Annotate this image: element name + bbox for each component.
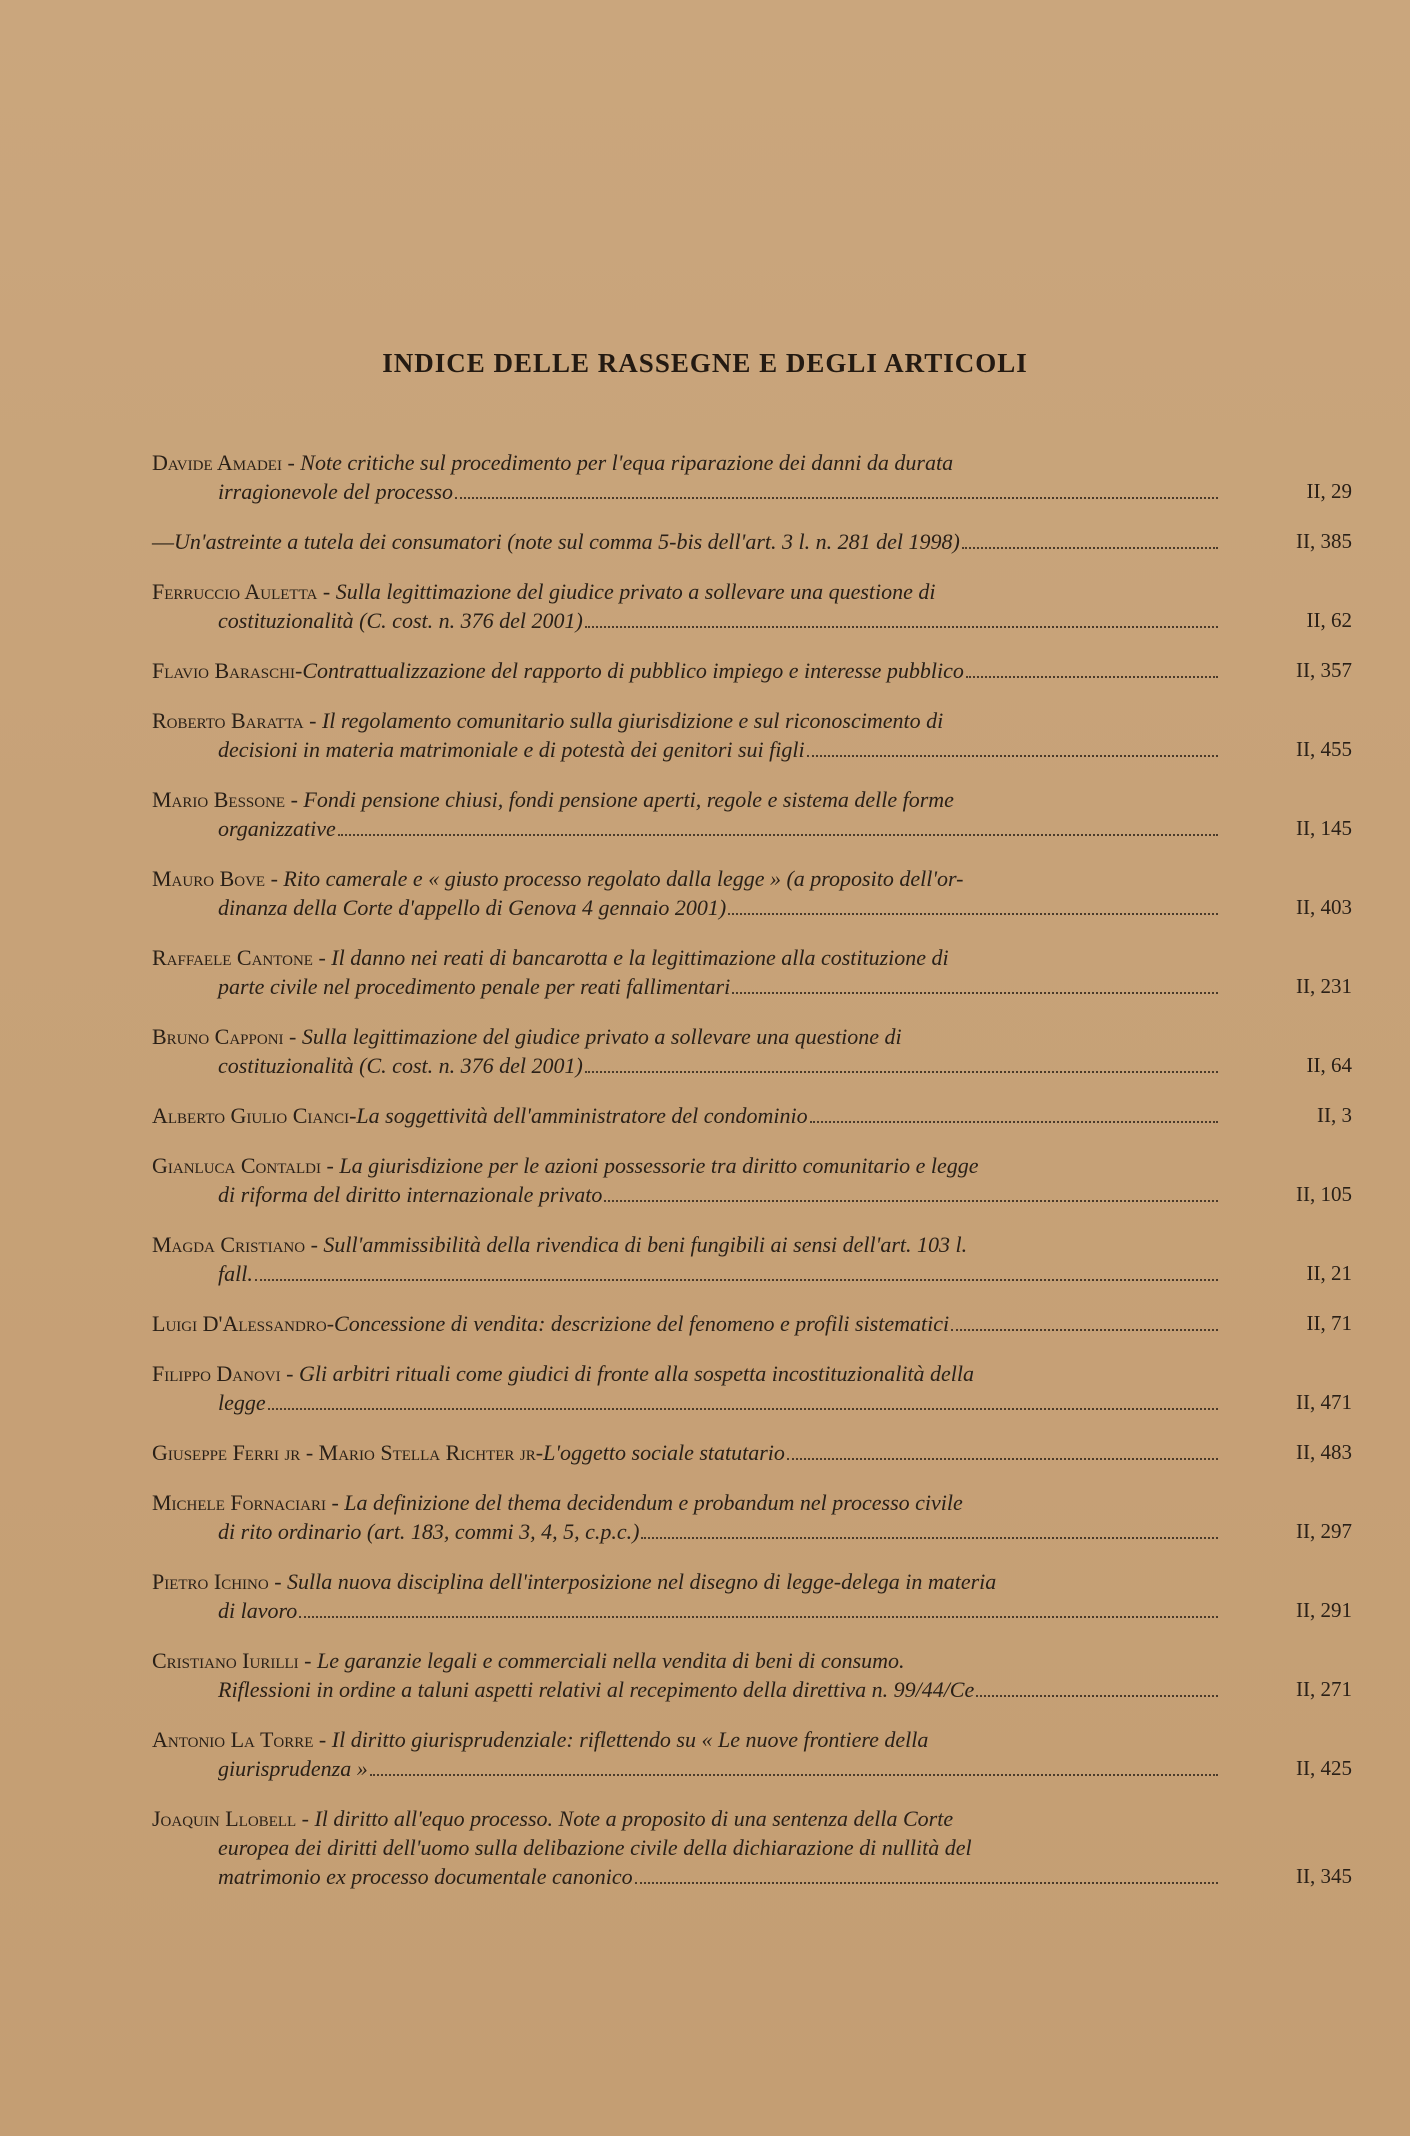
entry-title: La giurisdizione per le azioni possessorie tra diritto comunitario e legge bbox=[339, 1153, 979, 1178]
entry-title-end: matrimonio ex processo documentale canonico bbox=[218, 1864, 633, 1889]
entry-author: Michele Fornaciari bbox=[152, 1490, 326, 1515]
leader-dots bbox=[976, 1695, 1218, 1697]
entry-last-line bbox=[152, 1862, 1222, 1891]
entry-title: Fondi pensione chiusi, fondi pensione aperti, regole e sistema delle forme bbox=[303, 787, 954, 812]
entry-body bbox=[152, 1725, 1222, 1783]
entry-author: Joaquin Llobell bbox=[152, 1806, 297, 1831]
entry-author: Alberto Giulio Cianci bbox=[152, 1103, 350, 1128]
entry-author: Cristiano Iurilli bbox=[152, 1648, 299, 1673]
entry-title-end: Riflessioni in ordine a taluni aspetti relativi al recepimento della direttiva n. 99/44/Ce bbox=[218, 1677, 975, 1702]
index-entry bbox=[152, 1438, 1352, 1467]
index-entry bbox=[152, 785, 1352, 843]
entry-title-end: legge bbox=[218, 1390, 266, 1415]
index-entry bbox=[152, 943, 1352, 1001]
separator: - bbox=[313, 1727, 332, 1752]
entry-title: Note critiche sul procedimento per l'equa riparazione dei danni da durata bbox=[300, 450, 954, 475]
entry-last-line bbox=[152, 893, 1222, 922]
entry-title: Le garanzie legali e commerciali nella vendita di beni di consumo. bbox=[316, 1648, 905, 1673]
entry-body bbox=[152, 1359, 1222, 1417]
separator: - bbox=[535, 1440, 544, 1465]
entry-body bbox=[152, 577, 1222, 635]
entry-author: Luigi D'Alessandro bbox=[152, 1311, 327, 1336]
entry-last-line bbox=[152, 814, 1222, 843]
entry-page-ref: II, 105 bbox=[1296, 1182, 1352, 1206]
entry-author: Magda Cristiano bbox=[152, 1232, 306, 1257]
entry-body bbox=[152, 706, 1222, 764]
leader-dots bbox=[604, 1200, 1218, 1202]
index-entry bbox=[152, 1725, 1352, 1783]
entry-first-line bbox=[152, 1151, 1222, 1180]
entry-title-end: di riforma del diritto internazionale privato bbox=[218, 1182, 603, 1207]
entry-title-end: dinanza della Corte d'appello di Genova 4 gennaio 2001) bbox=[218, 895, 727, 920]
entry-body bbox=[152, 656, 1222, 685]
separator: - bbox=[281, 450, 301, 475]
separator: - bbox=[321, 1153, 340, 1178]
index-entry bbox=[152, 1646, 1352, 1704]
entry-first-line bbox=[152, 1022, 1222, 1051]
leader-dots bbox=[728, 913, 1218, 915]
leader-dots bbox=[962, 547, 1218, 549]
entry-first-line bbox=[152, 943, 1222, 972]
entry-author: Gianluca Contaldi bbox=[152, 1153, 322, 1178]
entry-body bbox=[152, 1438, 1222, 1467]
entry-page-ref: II, 271 bbox=[1296, 1677, 1352, 1701]
entry-page-ref: II, 385 bbox=[1296, 529, 1352, 553]
index-entry bbox=[152, 706, 1352, 764]
entry-title: L'oggetto sociale statutario bbox=[543, 1440, 785, 1465]
entry-author: Mauro Bove bbox=[152, 866, 266, 891]
entry-last-line bbox=[152, 1388, 1222, 1417]
entry-author: Bruno Capponi bbox=[152, 1024, 284, 1049]
leader-dots bbox=[787, 1458, 1218, 1460]
entry-first-line bbox=[152, 1488, 1222, 1517]
index-entry bbox=[152, 1022, 1352, 1080]
separator: - bbox=[317, 579, 336, 604]
entry-first-line bbox=[152, 1567, 1222, 1596]
entry-author: — bbox=[152, 529, 174, 554]
entry-line bbox=[152, 527, 1222, 556]
entry-body bbox=[152, 1309, 1222, 1338]
entry-page-ref: II, 21 bbox=[1306, 1261, 1352, 1285]
entry-author: Mario Bessone bbox=[152, 787, 286, 812]
entry-title: Concessione di vendita: descrizione del fenomeno e profili sistematici bbox=[334, 1311, 950, 1336]
entry-first-line bbox=[152, 577, 1222, 606]
entry-first-line bbox=[152, 1230, 1222, 1259]
entry-author: Ferruccio Auletta bbox=[152, 579, 318, 604]
entry-title-end: di lavoro bbox=[218, 1598, 298, 1623]
entry-body bbox=[152, 448, 1222, 506]
separator: - bbox=[283, 1024, 302, 1049]
entry-title: Sulla legittimazione del giudice privato a sollevare una questione di bbox=[335, 579, 936, 604]
entry-title: Il regolamento comunitario sulla giurisdizione e sul riconoscimento di bbox=[321, 708, 944, 733]
leader-dots bbox=[732, 992, 1218, 994]
leader-dots bbox=[807, 755, 1218, 757]
leader-dots bbox=[635, 1882, 1218, 1884]
index-entry bbox=[152, 656, 1352, 685]
separator: - bbox=[265, 866, 284, 891]
entry-title: La definizione del thema decidendum e probandum nel processo civile bbox=[344, 1490, 963, 1515]
entry-title-end: fall. bbox=[218, 1261, 253, 1286]
entry-last-line bbox=[152, 1754, 1222, 1783]
index-entry bbox=[152, 1359, 1352, 1417]
entry-author: Raffaele Cantone bbox=[152, 945, 313, 970]
entry-body bbox=[152, 943, 1222, 1001]
entry-page-ref: II, 471 bbox=[1296, 1390, 1352, 1414]
entry-page-ref: II, 403 bbox=[1296, 895, 1352, 919]
entry-line bbox=[152, 1438, 1222, 1467]
separator: - bbox=[312, 945, 332, 970]
entry-body bbox=[152, 1646, 1222, 1704]
separator: - bbox=[296, 1806, 315, 1831]
entry-page-ref: II, 357 bbox=[1296, 658, 1352, 682]
entry-author: Antonio La Torre bbox=[152, 1727, 314, 1752]
entry-first-line bbox=[152, 1646, 1222, 1675]
entry-title: Il diritto giurisprudenziale: riflettendo su « Le nuove frontiere della bbox=[331, 1727, 929, 1752]
leader-dots bbox=[810, 1121, 1218, 1123]
entry-page-ref: II, 64 bbox=[1306, 1053, 1352, 1077]
separator: - bbox=[280, 1361, 299, 1386]
leader-dots bbox=[338, 834, 1218, 836]
entry-last-line bbox=[152, 1596, 1222, 1625]
entry-title-end: irragionevole del processo bbox=[218, 479, 454, 504]
entry-last-line bbox=[152, 735, 1222, 764]
entry-first-line bbox=[152, 864, 1222, 893]
entry-line bbox=[152, 656, 1222, 685]
entry-title-end: costituzionalità (C. cost. n. 376 del 2001) bbox=[218, 608, 583, 633]
entry-title: Rito camerale e « giusto processo regolato dalla legge » (a proposito dell'or- bbox=[283, 866, 964, 891]
entry-page-ref: II, 297 bbox=[1296, 1519, 1352, 1543]
entry-page-ref: II, 3 bbox=[1317, 1103, 1352, 1127]
entry-body bbox=[152, 1151, 1222, 1209]
entry-body bbox=[152, 1804, 1222, 1891]
index-entry bbox=[152, 577, 1352, 635]
entry-body bbox=[152, 864, 1222, 922]
entry-title: La soggettività dell'amministratore del condominio bbox=[356, 1103, 808, 1128]
entry-page-ref: II, 71 bbox=[1306, 1311, 1352, 1335]
entry-title-end: parte civile nel procedimento penale per reati fallimentari bbox=[218, 974, 731, 999]
index-entry bbox=[152, 527, 1352, 556]
index-entry bbox=[152, 448, 1352, 506]
entry-body bbox=[152, 785, 1222, 843]
entry-first-line bbox=[152, 1359, 1222, 1388]
entry-title-end: di rito ordinario (art. 183, commi 3, 4, 5, c.p.c.) bbox=[218, 1519, 640, 1544]
separator: - bbox=[326, 1311, 335, 1336]
entry-title-end: costituzionalità (C. cost. n. 376 del 2001) bbox=[218, 1053, 583, 1078]
entry-title-end: organizzative bbox=[218, 816, 336, 841]
index-entry bbox=[152, 1804, 1352, 1891]
leader-dots bbox=[455, 497, 1218, 499]
leader-dots bbox=[370, 1774, 1218, 1776]
leader-dots bbox=[641, 1537, 1218, 1539]
index-entry bbox=[152, 1101, 1352, 1130]
separator: - bbox=[325, 1490, 345, 1515]
entry-title: Il diritto all'equo processo. Note a proposito di una sentenza della Corte bbox=[314, 1806, 954, 1831]
entry-line bbox=[152, 1101, 1222, 1130]
entry-first-line bbox=[152, 785, 1222, 814]
entry-body bbox=[152, 1488, 1222, 1546]
entry-body bbox=[152, 1567, 1222, 1625]
entry-page-ref: II, 425 bbox=[1296, 1756, 1352, 1780]
index-entry bbox=[152, 1151, 1352, 1209]
entry-first-line bbox=[152, 1725, 1222, 1754]
entry-body bbox=[152, 1230, 1222, 1288]
entry-author: Flavio Baraschi bbox=[152, 658, 295, 683]
entry-last-line bbox=[152, 1180, 1222, 1209]
entry-first-line bbox=[152, 448, 1222, 477]
entry-last-line bbox=[152, 1517, 1222, 1546]
leader-dots bbox=[951, 1329, 1218, 1331]
leader-dots bbox=[966, 676, 1218, 678]
leader-dots bbox=[585, 626, 1218, 628]
entry-first-line bbox=[152, 706, 1222, 735]
leader-dots bbox=[299, 1616, 1218, 1618]
separator: - bbox=[294, 658, 303, 683]
entry-last-line bbox=[152, 972, 1222, 1001]
entry-last-line bbox=[152, 606, 1222, 635]
separator: - bbox=[298, 1648, 317, 1673]
index-entry bbox=[152, 1230, 1352, 1288]
entry-author: Filippo Danovi bbox=[152, 1361, 281, 1386]
entry-body bbox=[152, 1022, 1222, 1080]
index-list bbox=[152, 448, 1352, 1912]
entry-title-end: giurisprudenza » bbox=[218, 1756, 368, 1781]
page-title: INDICE DELLE RASSEGNE E DEGLI ARTICOLI bbox=[382, 348, 1028, 378]
entry-title-continued: europea dei diritti dell'uomo sulla delibazione civile della dichiarazione di nullità del bbox=[218, 1835, 972, 1860]
leader-dots bbox=[585, 1071, 1218, 1073]
entry-last-line bbox=[152, 477, 1222, 506]
entry-title: Sull'ammissibilità della rivendica di beni fungibili ai sensi dell'art. 103 l. bbox=[323, 1232, 968, 1257]
entry-last-line bbox=[152, 1675, 1222, 1704]
separator: - bbox=[303, 708, 322, 733]
entry-page-ref: II, 345 bbox=[1296, 1864, 1352, 1888]
entry-body bbox=[152, 527, 1222, 556]
entry-author: Roberto Baratta bbox=[152, 708, 304, 733]
index-entry bbox=[152, 1309, 1352, 1338]
entry-title: Sulla legittimazione del giudice privato a sollevare una questione di bbox=[301, 1024, 902, 1049]
entry-title: Un'astreinte a tutela dei consumatori (note sul comma 5-bis dell'art. 3 l. n. 281 del 1998) bbox=[174, 529, 960, 554]
leader-dots bbox=[268, 1408, 1218, 1410]
index-entry bbox=[152, 864, 1352, 922]
entry-title-end: decisioni in materia matrimoniale e di potestà dei genitori sui figli bbox=[218, 737, 805, 762]
entry-first-line bbox=[152, 1804, 1222, 1833]
entry-page-ref: II, 231 bbox=[1296, 974, 1352, 998]
entry-title: Contrattualizzazione del rapporto di pubblico impiego e interesse pubblico bbox=[302, 658, 964, 683]
entry-body bbox=[152, 1101, 1222, 1130]
entry-last-line bbox=[152, 1259, 1222, 1288]
entry-author: Davide Amadei bbox=[152, 450, 282, 475]
entry-author: Pietro Ichino bbox=[152, 1569, 269, 1594]
entry-page-ref: II, 483 bbox=[1296, 1440, 1352, 1464]
entry-page-ref: II, 291 bbox=[1296, 1598, 1352, 1622]
separator: - bbox=[268, 1569, 288, 1594]
entry-page-ref: II, 62 bbox=[1306, 608, 1352, 632]
entry-page-ref: II, 145 bbox=[1296, 816, 1352, 840]
entry-title: Il danno nei reati di bancarotta e la legittimazione alla costituzione di bbox=[331, 945, 949, 970]
separator: - bbox=[349, 1103, 357, 1128]
entry-line bbox=[152, 1309, 1222, 1338]
entry-author: Giuseppe Ferri jr - Mario Stella Richter jr bbox=[152, 1440, 536, 1465]
entry-page-ref: II, 455 bbox=[1296, 737, 1352, 761]
separator: - bbox=[305, 1232, 324, 1257]
entry-last-line bbox=[152, 1051, 1222, 1080]
index-entry bbox=[152, 1488, 1352, 1546]
entry-page-ref: II, 29 bbox=[1306, 479, 1352, 503]
separator: - bbox=[285, 787, 304, 812]
entry-title: Sulla nuova disciplina dell'interposizione nel disegno di legge-delega in materia bbox=[287, 1569, 997, 1594]
index-entry bbox=[152, 1567, 1352, 1625]
entry-title: Gli arbitri rituali come giudici di fronte alla sospetta incostituzionalità della bbox=[298, 1361, 975, 1386]
leader-dots bbox=[255, 1279, 1218, 1281]
